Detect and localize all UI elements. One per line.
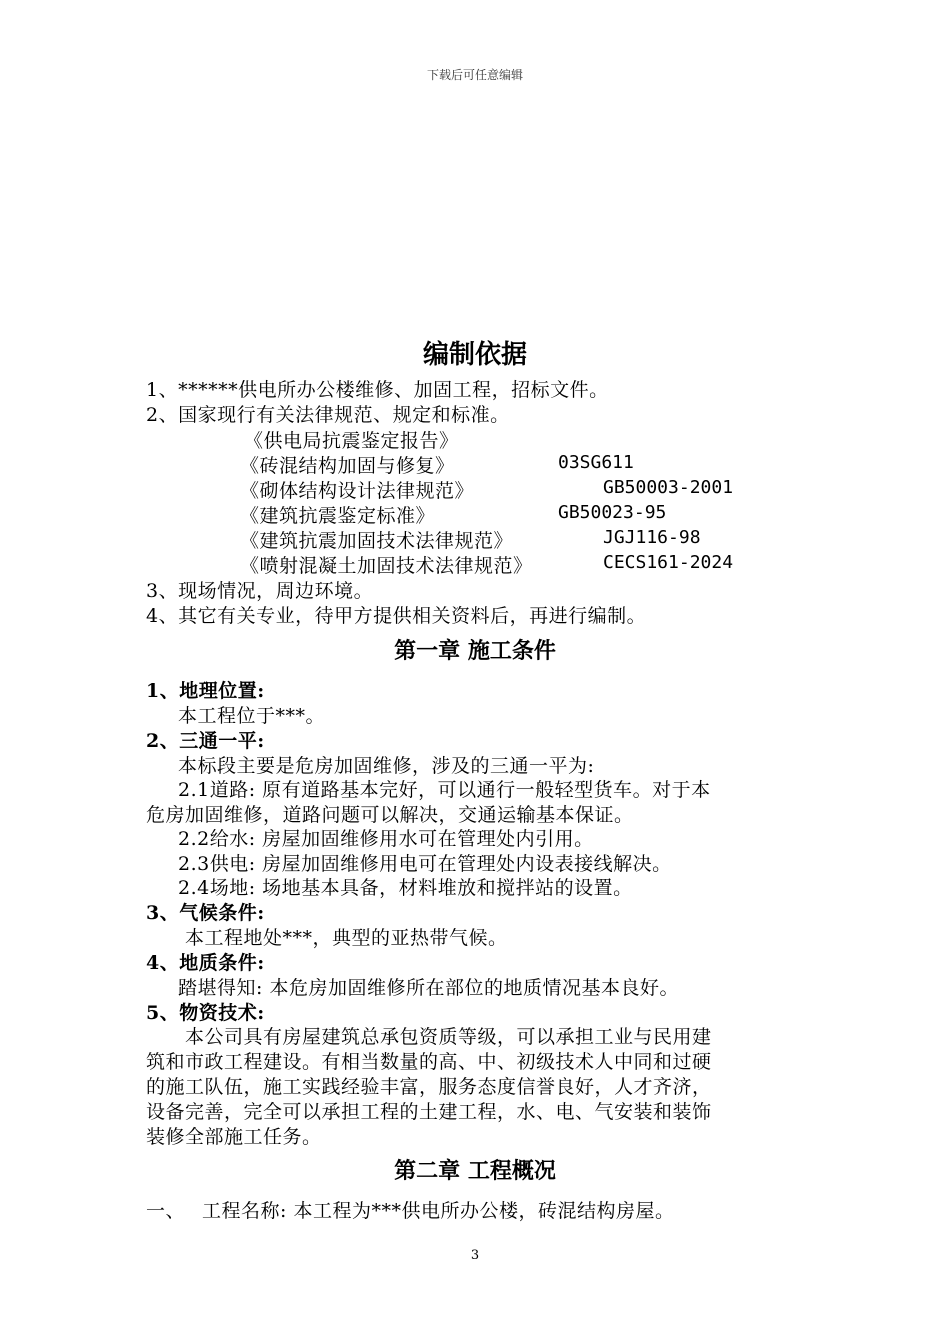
page-header: 下载后可任意编辑 (426, 68, 523, 82)
paragraph: 2.2给水: 房屋加固维修用水可在管理处内引用。 (178, 828, 594, 850)
paragraph: 2.3供电: 房屋加固维修用电可在管理处内设表接线解决。 (178, 853, 672, 875)
standard-code: 03SG611 (558, 452, 634, 473)
paragraph: 筑和市政工程建设。有相当数量的高、中、初级技术人中同和过硬 (146, 1051, 712, 1073)
subsection-heading: 3、气候条件: (146, 902, 265, 924)
paragraph: 设备完善，完全可以承担工程的土建工程，水、电、气安装和装饰 (146, 1101, 712, 1123)
standard-name: 《喷射混凝土加固技术法律规范》 (240, 555, 533, 577)
standard-name: 《砖混结构加固与修复》 (240, 455, 455, 477)
paragraph: 本公司具有房屋建筑总承包资质等级，可以承担工业与民用建 (185, 1026, 712, 1048)
section-title: 编制依据 (422, 340, 527, 370)
basis-item-4: 4、其它有关专业，待甲方提供相关资料后，再进行编制。 (146, 605, 647, 627)
standard-name: 《建筑抗震鉴定标准》 (240, 505, 436, 527)
paragraph: 本工程位于***。 (178, 705, 326, 727)
paragraph: 的施工队伍，施工实践经验丰富，服务态度信誉良好，人才齐济， (146, 1076, 712, 1098)
subsection-heading: 4、地质条件: (146, 952, 265, 974)
standard-name: 《供电局抗震鉴定报告》 (244, 430, 459, 452)
paragraph: 危房加固维修，道路问题可以解决，交通运输基本保证。 (146, 804, 634, 826)
standard-name: 《砌体结构设计法律规范》 (240, 480, 475, 502)
paragraph: 本工程地处***，典型的亚热带气候。 (185, 927, 508, 949)
list-number: 一、 (146, 1200, 186, 1222)
standard-code: GB50023-95 (558, 502, 667, 523)
paragraph: 工程名称: 本工程为***供电所办公楼，砖混结构房屋。 (202, 1200, 675, 1222)
subsection-heading: 5、物资技术: (146, 1002, 265, 1024)
standard-code: CECS161-2024 (603, 552, 734, 573)
paragraph: 2.1道路: 原有道路基本完好，可以通行一般轻型货车。对于本 (178, 779, 711, 801)
paragraph: 装修全部施工任务。 (146, 1126, 322, 1148)
standard-code: JGJ116-98 (603, 527, 701, 548)
chapter-2-title: 第二章 工程概况 (394, 1158, 556, 1184)
basis-item-2: 2、国家现行有关法律规范、规定和标准。 (146, 404, 510, 426)
paragraph: 2.4场地: 场地基本具备，材料堆放和搅拌站的设置。 (178, 877, 633, 899)
chapter-1-title: 第一章 施工条件 (394, 638, 556, 664)
subsection-heading: 1、地理位置: (146, 680, 265, 702)
standard-name: 《建筑抗震加固技术法律规范》 (240, 530, 514, 552)
page-number: 3 (470, 1248, 480, 1263)
standard-code: GB50003-2001 (603, 477, 734, 498)
paragraph: 踏堪得知: 本危房加固维修所在部位的地质情况基本良好。 (178, 977, 679, 999)
paragraph: 本标段主要是危房加固维修，涉及的三通一平为: (178, 755, 595, 777)
subsection-heading: 2、三通一平: (146, 730, 265, 752)
basis-item-1: 1、******供电所办公楼维修、加固工程，招标文件。 (146, 379, 609, 401)
basis-item-3: 3、现场情况，周边环境。 (146, 580, 374, 602)
